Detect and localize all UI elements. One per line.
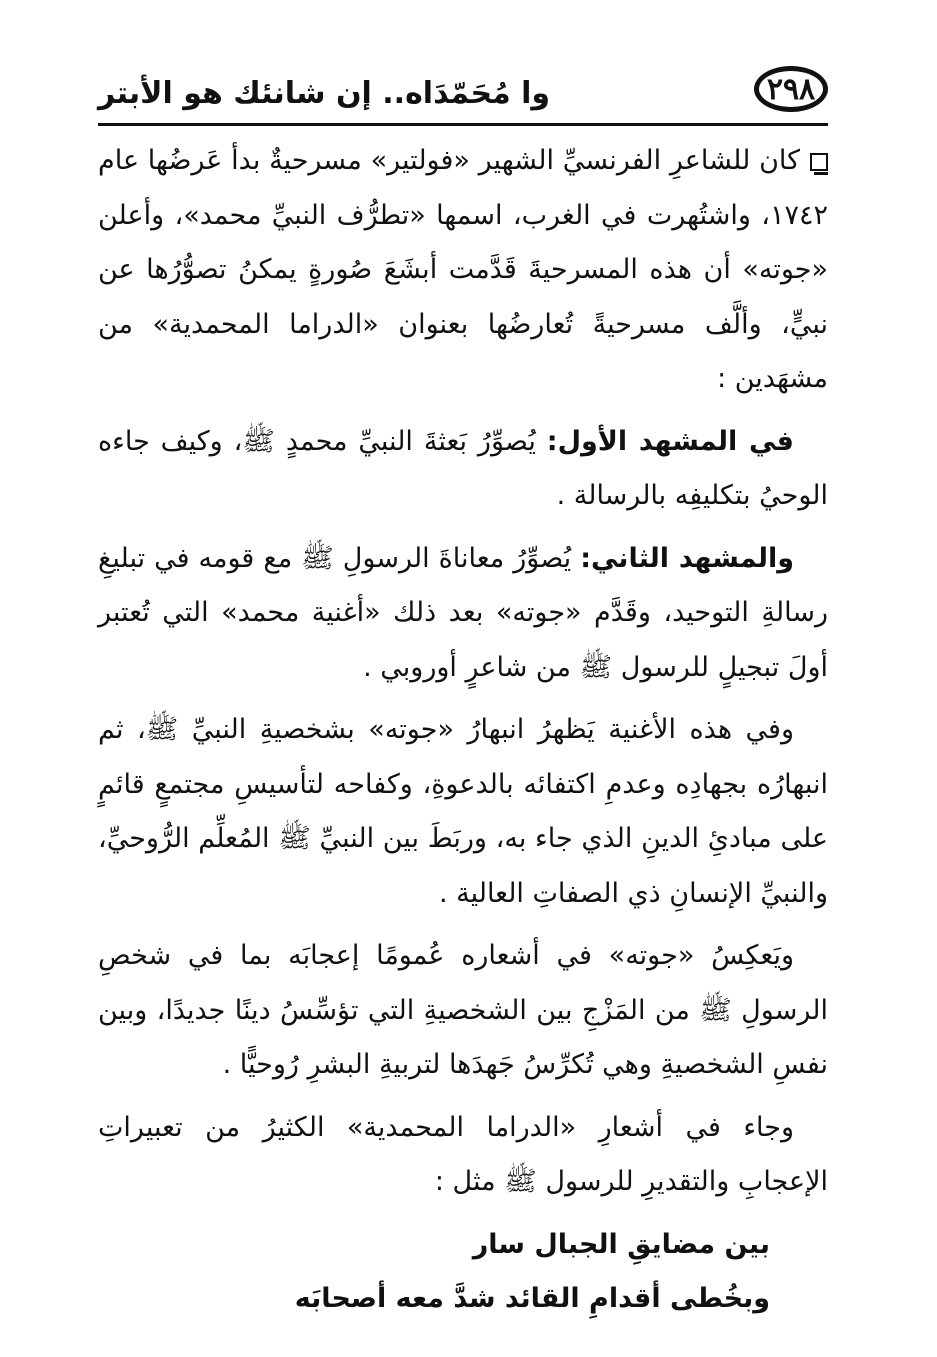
running-title: وا مُحَمّدَاه.. إن شانئك هو الأبتر: [98, 76, 551, 111]
paragraph-song: وفي هذه الأغنية يَظهرُ انبهارُ «جوته» بشخصيةِ النبيِّ ﷺ، ثم انبهارُه بجهادِه وعدمِ اكتفائه بالدعوةِ، وكفاحه لتأسيسِ مجتمعٍ قائمٍ على مبادئِ الدينِ الذي جاء به، وربَطَ بين النبيِّ ﷺ المُعلِّم الرُّوحيِّ، والنبيِّ الإنسانِ ذي الصفاتِ العالية .: [98, 714, 828, 909]
verse-line-1: بين مضايقِ الجبال سار: [472, 1228, 770, 1260]
scene-one-lead: في المشهد الأول:: [546, 425, 794, 457]
header-divider: [98, 123, 828, 126]
page-header: [98, 60, 828, 124]
body-text: [98, 134, 828, 1327]
paragraph-intro: [98, 134, 828, 407]
paragraph-reflection: ويَعكِسُ «جوته» في أشعاره عُمومًا إعجابَه بما في شخصِ الرسولِ ﷺ من المَزْجِ بين الشخصيةِ التي تؤسِّسُ دينًا جديدًا، وبين نفسِ الشخصيةِ وهي تُكرِّسُ جَهدَها لتربيةِ البشرِ رُوحيًّا .: [98, 940, 828, 1080]
bullet-square-icon: [810, 153, 828, 171]
paragraph-intro-text: كان للشاعرِ الفرنسيِّ الشهير «فولتير» مسرحيةٌ بدأ عَرضُها عام ١٧٤٢، واشتُهرت في الغرب، اسمها «تطرُّف النبيِّ محمد»، وأعلن «جوته» أن هذه المسرحيةَ قَدَّمت أبشَعَ صُورةٍ يمكنُ تصوُّرُها عن نبيٍّ، وألَّف مسرحيةً تُعارضُها بعنوان «الدراما المحمدية» من مشهَدين :: [98, 145, 828, 394]
verse-line-2: وبخُطى أقدامِ القائد شدَّ معه أصحابَه: [294, 1283, 770, 1314]
scene-two-text: يُصوِّرُ معاناةَ الرسولِ ﷺ مع قومه في تبليغِ رسالةِ التوحيد، وقَدَّم «جوته» بعد ذلك «أغنية محمد» التي تُعتبر أولَ تبجيلٍ للرسول ﷺ من شاعرٍ أوروبي .: [98, 542, 828, 683]
scene-one-text: يُصوِّرُ بَعثةَ النبيِّ محمدٍ ﷺ، وكيف جاءه الوحيُ بتكليفِه بالرسالة .: [98, 425, 828, 511]
paragraph-scene-one: [98, 415, 828, 524]
page-number: ٢٩٨: [754, 66, 828, 112]
paragraph-scene-two: [98, 532, 828, 696]
paragraph-poetry-intro: وجاء في أشعارِ «الدراما المحمدية» الكثيرُ من تعبيراتِ الإعجابِ والتقديرِ للرسول ﷺ مثل :: [98, 1111, 828, 1197]
scene-two-lead: والمشهد الثاني:: [580, 542, 794, 574]
